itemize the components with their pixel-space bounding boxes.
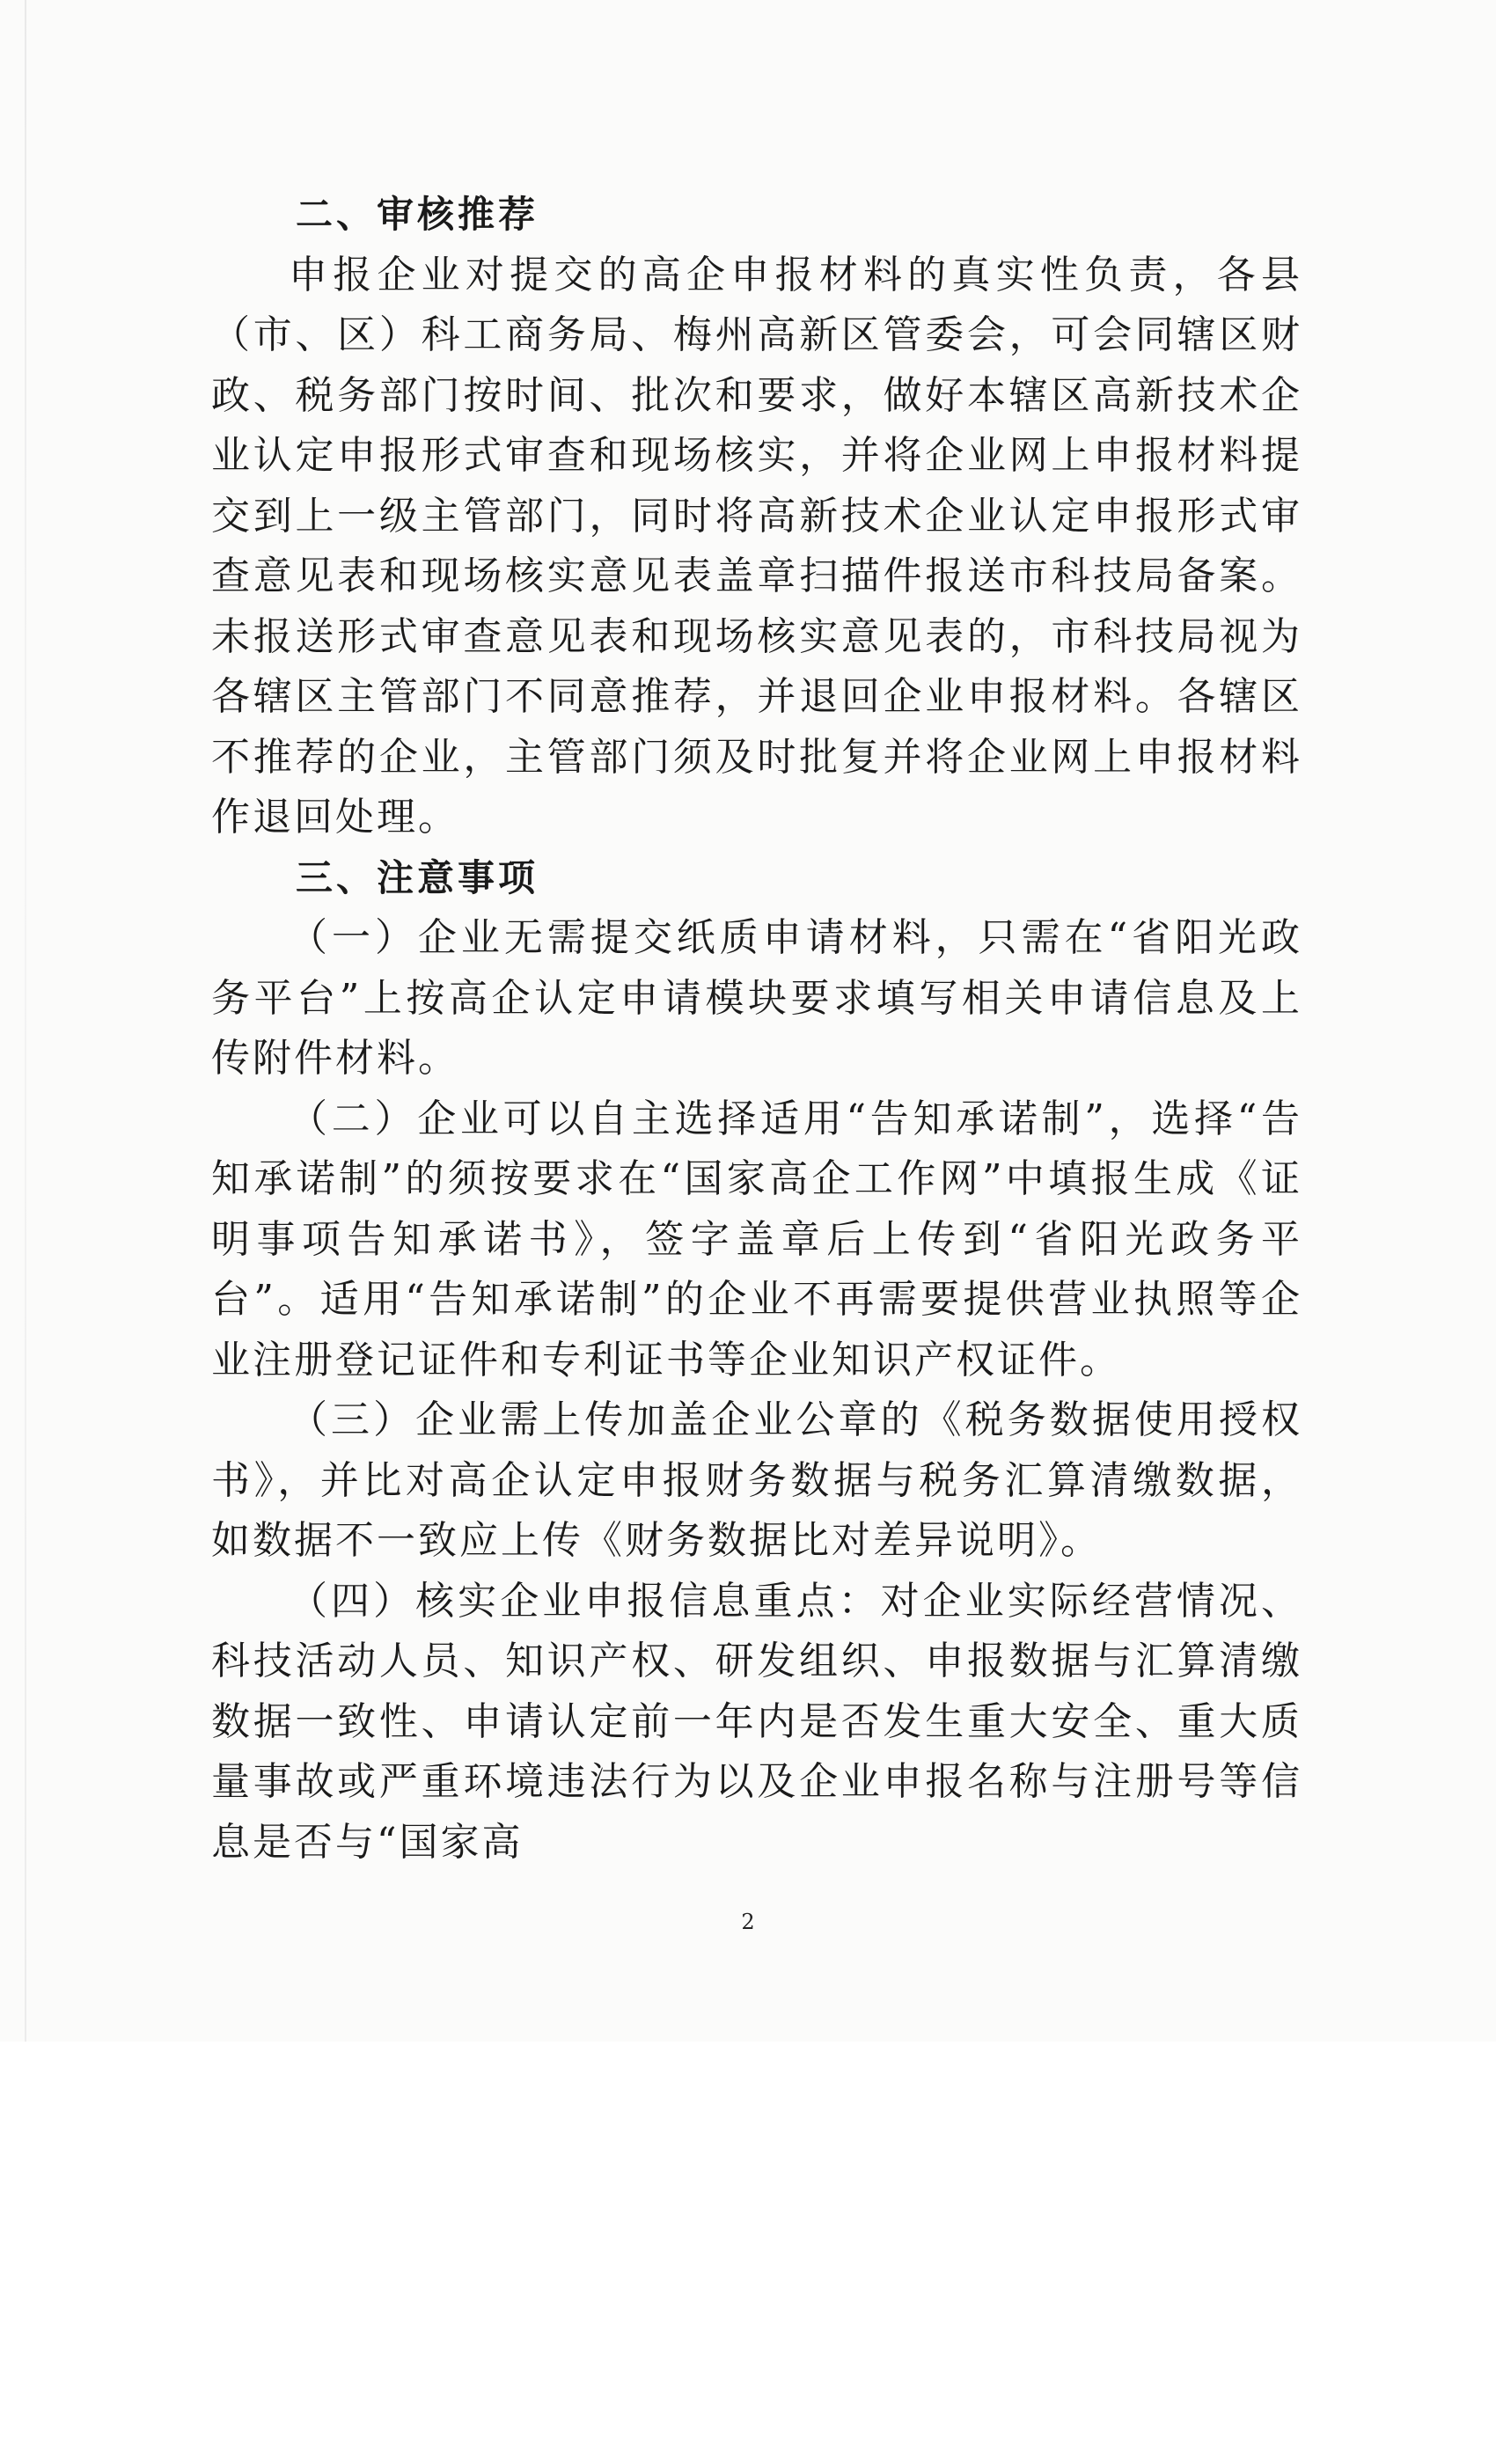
notes-item-4: （四）核实企业申报信息重点：对企业实际经营情况、科技活动人员、知识产权、研发组织、申报数据与汇算清缴数据一致性、申请认定前一年内是否发生重大安全、重大质量事故或严重环境违法行为以及企业申报名称与注册号等信息是否与“国家高 bbox=[211, 1578, 1302, 1865]
section-heading-review: 二、审核推荐 bbox=[296, 193, 539, 236]
section-heading-notes: 三、注意事项 bbox=[296, 855, 539, 899]
notes-item-3: （三）企业需上传加盖企业公章的《税务数据使用授权书》，并比对高企认定申报财务数据与税务汇算清缴数据，如数据不一致应上传《财务数据比对差异说明》。 bbox=[211, 1397, 1302, 1563]
document-body bbox=[211, 185, 1302, 1873]
page-number: 2 bbox=[741, 1910, 755, 1934]
paragraph-review: 申报企业对提交的高企申报材料的真实性负责，各县（市、区）科工商务局、梅州高新区管委会，可会同辖区财政、税务部门按时间、批次和要求，做好本辖区高新技术企业认定申报形式审查和现场核实，并将企业网上申报材料提交到上一级主管部门，同时将高新技术企业认定申报形式审查意见表和现场核实意见表盖章扫描件报送市科技局备案。未报送形式审查意见表和现场核实意见表的，市科技局视为各辖区主管部门不同意推荐，并退回企业申报材料。各辖区不推荐的企业，主管部门须及时批复并将企业网上申报材料作退回处理。 bbox=[211, 252, 1302, 840]
notes-item-2: （二）企业可以自主选择适用“告知承诺制”，选择“告知承诺制”的须按要求在“国家高企工作网”中填报生成《证明事项告知承诺书》，签字盖章后上传到“省阳光政务平台”。适用“告知承诺制”的企业不再需要提供营业执照等企业注册登记证件和专利证书等企业知识产权证件。 bbox=[211, 1096, 1302, 1382]
notes-item-1: （一）企业无需提交纸质申请材料，只需在“省阳光政务平台”上按高企认定申请模块要求填写相关申请信息及上传附件材料。 bbox=[211, 915, 1302, 1081]
blank-margin bbox=[0, 2042, 1496, 2464]
